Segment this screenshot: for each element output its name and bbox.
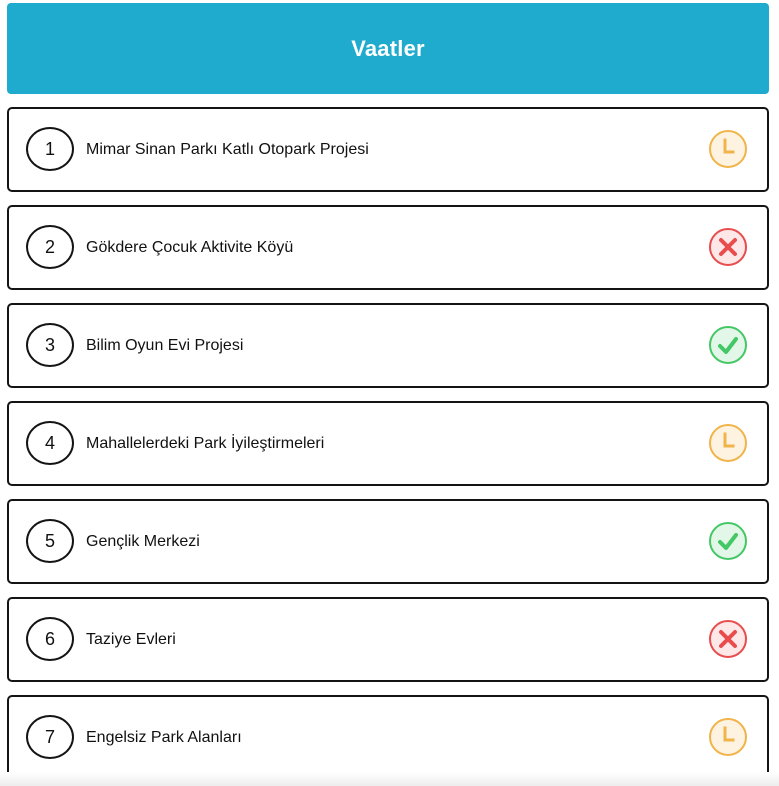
promise-item[interactable] [7,695,769,780]
item-number-badge: 4 [26,421,74,465]
item-number-badge: 3 [26,323,74,367]
item-label: Mahallelerdeki Park İyileştirmeleri [86,434,325,452]
page-header [7,3,769,94]
item-number-badge: 6 [26,617,74,661]
promise-list [7,107,769,786]
bottom-shade [0,772,779,786]
check-icon [708,521,748,561]
item-label: Gökdere Çocuk Aktivite Köyü [86,238,294,256]
promise-item[interactable] [7,597,769,682]
item-number-badge: 5 [26,519,74,563]
promise-item[interactable] [7,205,769,290]
item-label: Bilim Oyun Evi Projesi [86,336,244,354]
promise-item[interactable] [7,499,769,584]
page-title: Vaatler [351,35,425,61]
item-label: Engelsiz Park Alanları [86,728,242,746]
clock-icon [708,423,748,463]
cross-icon [708,227,748,267]
promise-item[interactable] [7,303,769,388]
item-number-badge: 7 [26,715,74,759]
clock-icon [708,717,748,757]
item-number-badge: 1 [26,127,74,171]
item-label: Mimar Sinan Parkı Katlı Otopark Projesi [86,140,369,158]
item-label: Taziye Evleri [86,630,176,648]
promise-item[interactable] [7,107,769,192]
clock-icon [708,129,748,169]
check-icon [708,325,748,365]
promise-item[interactable] [7,401,769,486]
cross-icon [708,619,748,659]
item-number-badge: 2 [26,225,74,269]
item-label: Gençlik Merkezi [86,532,200,550]
